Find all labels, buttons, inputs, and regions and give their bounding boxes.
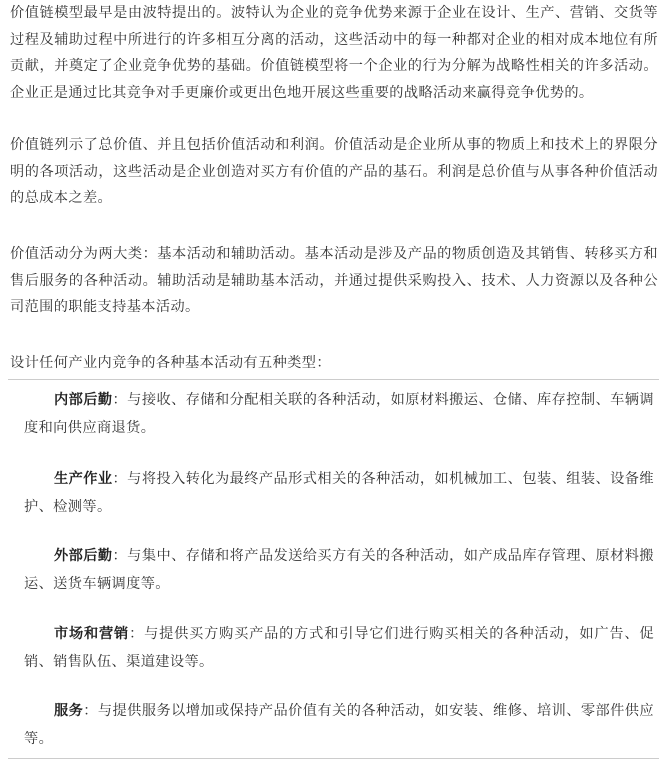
activity-type-item <box>24 466 654 521</box>
activity-type-name: 市场和营销 <box>54 626 130 642</box>
paragraph-value-chain-composition: 价值链列示了总价值、并且包括价值活动和利润。价值活动是企业所从事的物质上和技术上的界限分明的各项活动，这些活动是企业创造对买方有价值的产品的基石。利润是总价值与从事各种价值活动的总成本之差。 <box>10 137 658 206</box>
activity-type-item <box>24 698 654 753</box>
activity-type-item <box>24 387 654 442</box>
activity-types-box <box>8 379 659 759</box>
activity-type-item <box>24 621 654 676</box>
activity-type-name: 服务 <box>54 703 84 719</box>
activity-type-name: 外部后勤 <box>54 548 113 564</box>
paragraph-value-chain-origin: 价值链模型最早是由波特提出的。波特认为企业的竞争优势来源于企业在设计、生产、营销、交货等过程及辅助过程中所进行的许多相互分离的活动，这些活动中的每一种都对企业的相对成本地位有所贡献，并奠定了企业竞争优势的基础。价值链模型将一个企业的行为分解为战略性相关的许多活动。企业正是通过比其竞争对手更廉价或更出色地开展这些重要的战略活动来赢得竞争优势的。 <box>10 5 658 101</box>
activity-type-description: ：与接收、存储和分配相关联的各种活动，如原材料搬运、仓储、库存控制、车辆调度和向供应商退货。 <box>24 392 654 436</box>
activity-type-name: 生产作业 <box>54 471 113 487</box>
activity-type-description: ：与提供买方购买产品的方式和引导它们进行购买相关的各种活动，如广告、促销、销售队伍、渠道建设等。 <box>24 626 654 670</box>
activity-type-description: ：与集中、存储和将产品发送给买方有关的各种活动，如产成品库存管理、原材料搬运、送货车辆调度等。 <box>24 548 654 592</box>
activity-type-name: 内部后勤 <box>54 392 113 408</box>
activity-type-item <box>24 543 654 598</box>
paragraph-value-activity-categories: 价值活动分为两大类：基本活动和辅助活动。基本活动是涉及产品的物质创造及其销售、转移买方和售后服务的各种活动。辅助活动是辅助基本活动，并通过提供采购投入、技术、人力资源以及各种公司范围的职能支持基本活动。 <box>10 246 658 315</box>
activity-type-description: ：与将投入转化为最终产品形式相关的各种活动，如机械加工、包装、组装、设备维护、检测等。 <box>24 471 654 515</box>
activity-type-description: ：与提供服务以增加或保持产品价值有关的各种活动，如安装、维修、培训、零部件供应等。 <box>24 703 654 747</box>
paragraph-five-types-intro: 设计任何产业内竞争的各种基本活动有五种类型： <box>10 355 331 371</box>
